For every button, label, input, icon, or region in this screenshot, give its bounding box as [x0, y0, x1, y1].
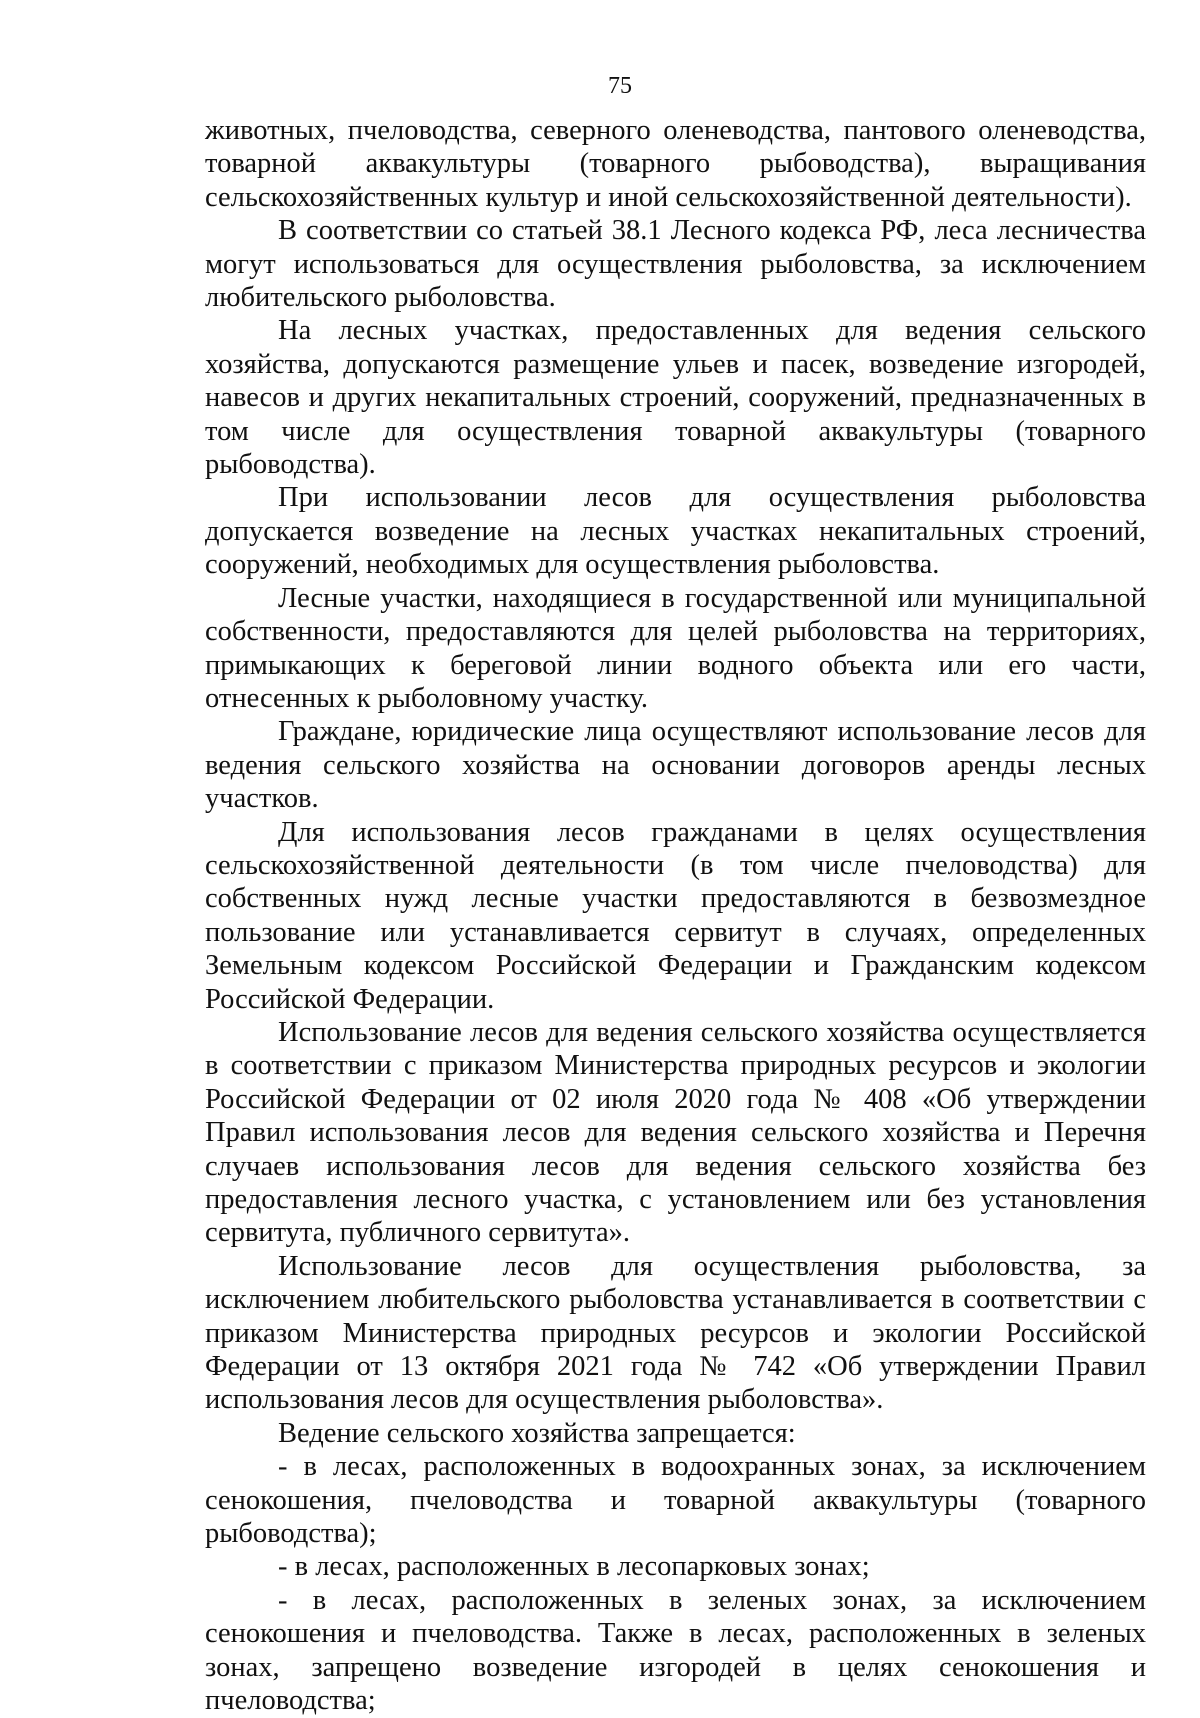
list-item: - в лесах, расположенных в зеленых зонах, за исключением сенокошения и пчеловодства. Также в лесах, расположенных в зеленых зонах, запрещено возведение изгородей в целях сенокошения и пчеловодства; — [205, 1584, 1146, 1717]
paragraph: На лесных участках, предоставленных для ведения сельского хозяйства, допускаются размещение ульев и пасек, возведение изгородей, навесов и других некапитальных строений, сооружений, предназначенных в том числе для осуществления товарной аквакультуры (товарного рыбоводства). — [205, 315, 1146, 481]
list-item: - в лесах, расположенных в водоохранных зонах, за исключением сенокошения, пчеловодства и товарной аквакультуры (товарного рыбоводства); — [205, 1451, 1146, 1550]
paragraph-continuation: животных, пчеловодства, северного оленеводства, пантового оленеводства, товарной аквакультуры (товарного рыбоводства), выращивания сельскохозяйственных культур и иной сельскохозяйственной деятельности). — [205, 115, 1146, 213]
paragraph: В соответствии со статьей 38.1 Лесного кодекса РФ, леса лесничества могут использоваться для осуществления рыболовства, за исключением любительского рыболовства. — [205, 215, 1146, 314]
paragraph: Лесные участки, находящиеся в государственной или муниципальной собственности, предоставляются для целей рыболовства на территориях, примыкающих к береговой линии водного объекта или его части, отнесенных к рыболовному участку. — [205, 582, 1146, 714]
page-number: 75 — [608, 73, 632, 99]
paragraph: Для использования лесов гражданами в целях осуществления сельскохозяйственной деятельности (в том числе пчеловодства) для собственных нужд лесные участки предоставляются в безвозмездное пользование или устанавливается сервитут в случаях, определенных Земельным кодексом Российской Федерации и Гражданским кодексом Российской Федерации. — [205, 816, 1146, 1015]
list-item: - в лесах, расположенных в лесопарковых зонах; — [278, 1551, 870, 1583]
paragraph: Использование лесов для ведения сельского хозяйства осуществляется в соответствии с приказом Министерства природных ресурсов и экологии Российской Федерации от 02 июля 2020 года № 408 «Об утверждении Правил использования лесов для ведения сельского хозяйства и Перечня случаев использования лесов для ведения сельского хозяйства без предоставления лесного участка, с установлением или без установления сервитута, публичного сервитута». — [205, 1016, 1146, 1249]
paragraph: При использовании лесов для осуществления рыболовства допускается возведение на лесных участках некапитальных строений, сооружений, необходимых для осуществления рыболовства. — [205, 482, 1146, 581]
paragraph: Граждане, юридические лица осуществляют использование лесов для ведения сельского хозяйства на основании договоров аренды лесных участков. — [205, 716, 1146, 815]
document-body — [205, 114, 1146, 1718]
paragraph: Использование лесов для осуществления рыболовства, за исключением любительского рыболовства устанавливается в соответствии с приказом Министерства природных ресурсов и экологии Российской Федерации от 13 октября 2021 года № 742 «Об утверждении Правил использования лесов для осуществления рыболовства». — [205, 1250, 1146, 1416]
paragraph: Ведение сельского хозяйства запрещается: — [278, 1417, 796, 1449]
